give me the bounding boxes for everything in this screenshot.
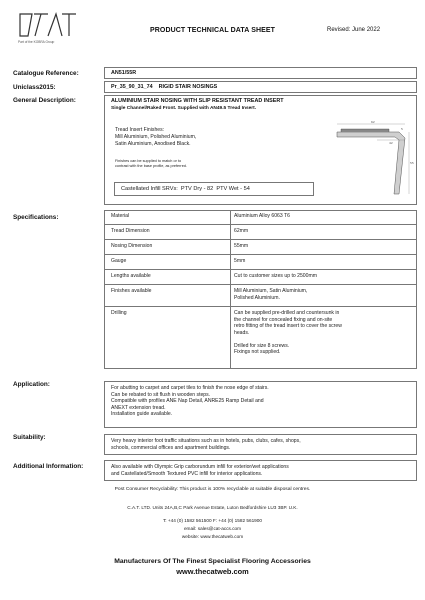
- finishes-line2: Satin Aluminium, Anodised Black.: [115, 141, 191, 147]
- spec-value: 55mm: [234, 243, 249, 249]
- cat-logo: [18, 10, 78, 40]
- spec-row-tread: [104, 225, 417, 240]
- catalogue-label: Catalogue Reference:: [13, 70, 79, 77]
- spec-value-line3: retro fitting of the tread insert to cover the screw: [234, 323, 342, 329]
- spec-value-line4: heads.: [234, 329, 250, 336]
- dim-nosing: 55: [410, 161, 414, 165]
- suitability-line2: schools, commercial offices and apartment buildings.: [111, 445, 231, 451]
- spec-value: Aluminium Alloy 6063 T6: [234, 213, 290, 219]
- additional-line2: and Castellated/Smooth Textured PVC infill for interior applications.: [111, 471, 263, 477]
- application-line1: For abutting to carpet and carpet tiles to finish the nose edge of stairs.: [111, 385, 269, 391]
- spec-row-material: [104, 210, 417, 225]
- spec-value-line2: Polished Aluminium.: [234, 294, 280, 301]
- product-subtitle: Single Channel/Raked Front. Supplied with AN49.5 Tread Insert.: [111, 106, 257, 111]
- spec-key: Material: [111, 213, 130, 219]
- application-line5: Installation guide available.: [111, 411, 173, 417]
- spec-key: Tread Dimension: [111, 228, 150, 234]
- spec-key: Finishes available: [111, 288, 152, 294]
- revised-date: Revised: June 2022: [327, 27, 381, 33]
- additional-label: Additional Information:: [13, 463, 84, 470]
- finishes-heading: Tread Insert Finishes:: [115, 127, 165, 133]
- spec-value-line5: Drilled for size 8 screws.: [234, 342, 290, 349]
- general-label: General Description:: [13, 97, 76, 104]
- spec-row-nosing: [104, 240, 417, 255]
- spec-row-drilling: [104, 307, 417, 369]
- spec-row-lengths: [104, 270, 417, 285]
- spec-value-line2: the channel for concealed fixing and on-site: [234, 316, 333, 323]
- spec-value: Cut to customer sizes up to 2500mm: [234, 273, 317, 279]
- spec-value: Mill Aluminium, Satin Aluminium,: [234, 288, 308, 294]
- general-box: [104, 95, 417, 205]
- spec-value: 62mm: [234, 228, 249, 234]
- footer-website[interactable]: www.thecatweb.com: [176, 567, 249, 576]
- uniclass-box: [104, 81, 417, 93]
- application-line3: Compatible with profiles ANE Nap Detail, ANRE25 Ramp Detail and: [111, 398, 264, 404]
- uniclass-label: Uniclass2015:: [13, 84, 56, 91]
- dim-gauge: 42: [389, 141, 393, 145]
- application-label: Application:: [13, 381, 50, 388]
- uniclass-value: Pr_35_90_31_74 RIGID STAIR NOSINGS: [111, 84, 218, 90]
- company-phone: T: +44 (0) 1582 561500 F: +44 (0) 1582 561900: [162, 518, 263, 523]
- company-website-small: website: www.thecatweb.com: [181, 534, 244, 539]
- recyclability-text: Post Consumer Recyclability: This product is 100% recyclable at suitable disposal centres.: [114, 487, 311, 492]
- dim-thickness: 5: [401, 127, 403, 131]
- spec-value-line6: Fixings not supplied.: [234, 349, 281, 355]
- suitability-label: Suitability:: [13, 434, 46, 441]
- spec-value: 5mm: [234, 258, 246, 264]
- logo-subtitle: Part of the KOBRA Group: [18, 40, 55, 44]
- company-address: C.A.T. LTD. Units 24A,B,C Park Avenue Estate, Luton Bedfordshire LU3 3BP. U.K.: [127, 505, 298, 510]
- finishes-note-line1: Finishes can be supplied to match or to: [115, 159, 182, 163]
- document-title: PRODUCT TECHNICAL DATA SHEET: [150, 27, 276, 34]
- application-line4: ANEXT extension tread.: [111, 404, 166, 411]
- finishes-line1: Mill Aluminium, Polished Aluminium,: [115, 134, 197, 140]
- footer-tagline: Manufacturers Of The Finest Specialist Flooring Accessories: [114, 558, 311, 565]
- srv-box: [114, 182, 314, 196]
- additional-line1: Also available with Olympic Grip carborundum infill for exterior/wet applications: [111, 464, 289, 470]
- additional-box: [104, 460, 417, 481]
- catalogue-box: [104, 67, 417, 79]
- srv-text: Castellated Infill SRVs: PTV Dry - 82 PTV Wet - 54: [121, 186, 250, 192]
- catalogue-value: AN51/55R: [111, 70, 137, 76]
- finishes-note-line2: contrast with the base profile, as preferred.: [115, 164, 187, 168]
- spec-key: Lengths available: [111, 273, 151, 279]
- suitability-box: [104, 434, 417, 455]
- spec-key: Nosing Dimension: [111, 243, 153, 249]
- spec-row-finishes: [104, 285, 417, 307]
- spec-row-gauge: [104, 255, 417, 270]
- spec-key: Drilling: [111, 310, 127, 316]
- specifications-label: Specifications:: [13, 214, 59, 221]
- spec-value: Can be supplied pre-drilled and countersunk in: [234, 310, 340, 316]
- company-email: email: sales@cat-accs.com: [183, 526, 242, 531]
- nosing-profile-diagram: [333, 118, 415, 198]
- spec-key: Gauge: [111, 258, 127, 264]
- application-line2: Can be rebated to sit flush in wooden steps.: [111, 391, 211, 398]
- suitability-line1: Very heavy interior foot traffic situations such as in hotels, pubs, clubs, cafes, shops,: [111, 438, 301, 444]
- dim-tread: 62: [371, 120, 375, 124]
- application-box: [104, 381, 417, 428]
- product-title: ALUMINIUM STAIR NOSING WITH SLIP RESISTANT TREAD INSERT: [111, 98, 284, 104]
